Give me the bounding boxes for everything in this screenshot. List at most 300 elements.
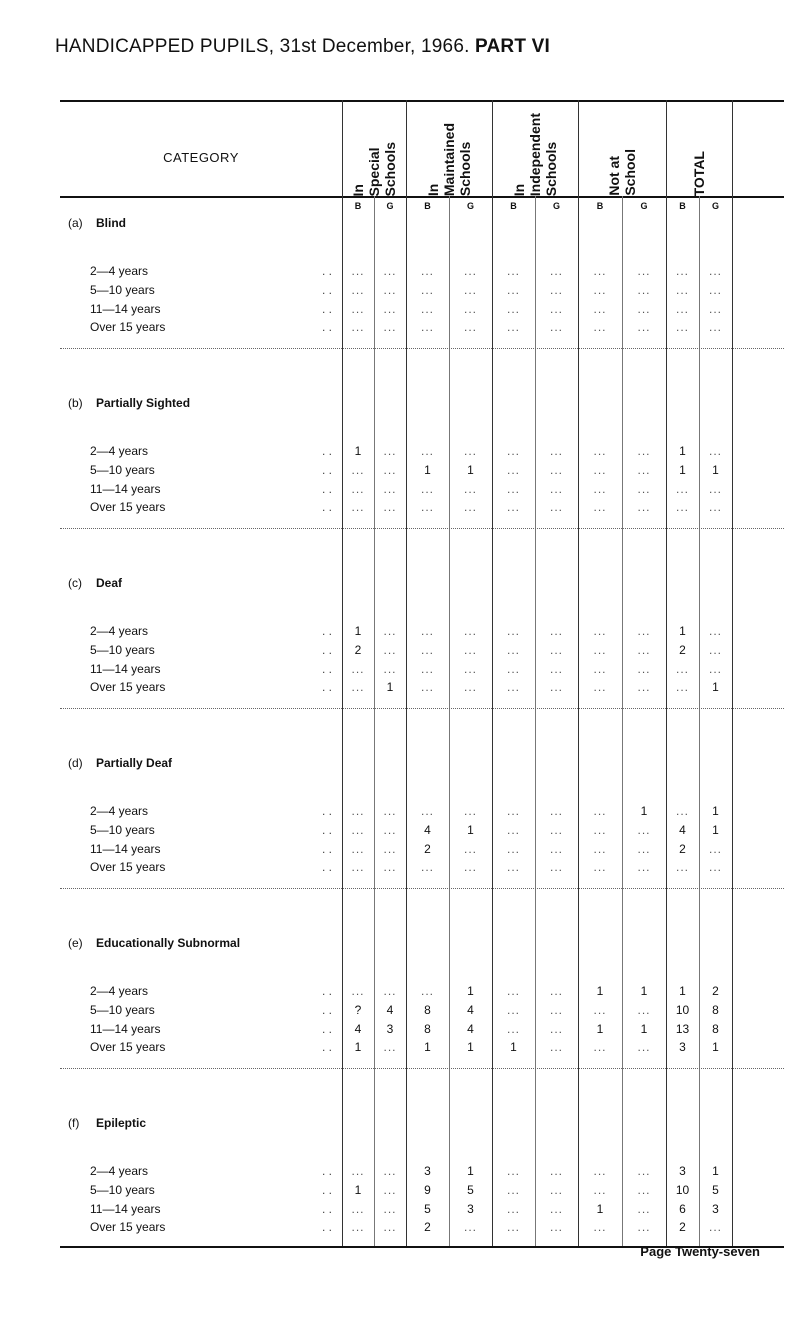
table-cell: ... bbox=[549, 264, 563, 278]
table-cell: ... bbox=[549, 662, 563, 676]
table-cell: ... bbox=[383, 463, 397, 477]
section-name: Blind bbox=[96, 216, 126, 230]
page-title bbox=[55, 36, 550, 58]
table-cell: ... bbox=[463, 662, 477, 676]
table-cell: ... bbox=[420, 444, 434, 458]
table-cell: 3 bbox=[386, 1022, 394, 1036]
row-label: 2—4 years bbox=[90, 804, 149, 818]
table-cell: 1 bbox=[467, 984, 474, 998]
rule-1 bbox=[60, 196, 784, 198]
section-title bbox=[68, 936, 240, 950]
table-cell: ... bbox=[506, 823, 520, 837]
table-cell: ... bbox=[675, 283, 689, 297]
table-cell: ... bbox=[351, 680, 365, 694]
section-title bbox=[68, 1116, 146, 1130]
table-cell: ... bbox=[383, 860, 397, 874]
table-cell: 1 bbox=[679, 984, 686, 998]
table-cell: ... bbox=[675, 680, 689, 694]
table-cell: ... bbox=[549, 500, 563, 514]
table-cell: 3 bbox=[424, 1164, 431, 1178]
table-cell: ... bbox=[549, 1220, 563, 1234]
table-cell: ... bbox=[549, 1164, 563, 1178]
table-cell: 1 bbox=[510, 1040, 517, 1054]
table-cell: ... bbox=[463, 264, 477, 278]
table-cell: 1 bbox=[386, 680, 394, 694]
table-cell: ... bbox=[506, 1220, 520, 1234]
table-cell: ... bbox=[463, 320, 477, 334]
section-title bbox=[68, 576, 122, 590]
table-cell: ... bbox=[593, 1040, 607, 1054]
column-header-label: In Maintained Schools bbox=[425, 122, 473, 196]
title-part: PART VI bbox=[475, 36, 550, 57]
table-cell: ... bbox=[351, 283, 365, 297]
row-label: 11—14 years bbox=[90, 662, 161, 676]
table-cell: 1 bbox=[712, 1040, 719, 1054]
column-header bbox=[342, 100, 406, 196]
table-cell: ... bbox=[549, 1040, 563, 1054]
table-cell: ... bbox=[708, 444, 722, 458]
table-cell: ... bbox=[708, 283, 722, 297]
table-cell: ... bbox=[675, 500, 689, 514]
table-cell: ... bbox=[383, 1040, 397, 1054]
table-cell: 1 bbox=[712, 804, 719, 818]
table-cell: ... bbox=[420, 984, 434, 998]
table-cell: ... bbox=[383, 643, 397, 657]
table-cell: ... bbox=[549, 1003, 563, 1017]
table-cell: 8 bbox=[712, 1022, 719, 1036]
table-cell: ... bbox=[708, 500, 722, 514]
table-cell: 1 bbox=[640, 804, 648, 818]
table-cell: ... bbox=[593, 302, 607, 316]
table-cell: ... bbox=[708, 482, 722, 496]
table-cell: 2 bbox=[712, 984, 719, 998]
table-cell: 1 bbox=[354, 1040, 362, 1054]
section-title bbox=[68, 216, 126, 230]
table-cell: ... bbox=[463, 804, 477, 818]
table-cell: 1 bbox=[467, 823, 474, 837]
table-cell: 4 bbox=[424, 823, 431, 837]
section-title bbox=[68, 756, 172, 770]
section-letter: (a) bbox=[68, 216, 83, 230]
row-label: Over 15 years bbox=[90, 680, 166, 694]
table-cell: 1 bbox=[467, 463, 474, 477]
table-cell: ... bbox=[351, 1164, 365, 1178]
table-cell: ... bbox=[675, 320, 689, 334]
section-letter: (e) bbox=[68, 936, 83, 950]
handicapped-pupils-table bbox=[60, 100, 784, 1248]
table-cell: ... bbox=[637, 283, 651, 297]
table-cell: ... bbox=[383, 624, 397, 638]
table-cell: ... bbox=[593, 842, 607, 856]
sex-subheader: B bbox=[354, 201, 362, 211]
table-cell: 1 bbox=[424, 1040, 431, 1054]
leader-dots: . . bbox=[322, 804, 333, 818]
table-cell: ... bbox=[637, 302, 651, 316]
table-cell: 1 bbox=[596, 1022, 604, 1036]
table-cell: 10 bbox=[675, 1183, 690, 1197]
table-cell: ... bbox=[593, 804, 607, 818]
table-cell: ... bbox=[708, 1220, 722, 1234]
subcolumn-divider bbox=[699, 196, 700, 1246]
leader-dots: . . bbox=[322, 842, 333, 856]
table-cell: ... bbox=[383, 320, 397, 334]
table-cell: ... bbox=[351, 860, 365, 874]
table-cell: ... bbox=[383, 984, 397, 998]
table-cell: ... bbox=[549, 842, 563, 856]
table-cell: ... bbox=[708, 264, 722, 278]
table-cell: ... bbox=[506, 302, 520, 316]
table-cell: 1 bbox=[640, 1022, 648, 1036]
sex-subheader: G bbox=[711, 201, 719, 211]
leader-dots: . . bbox=[322, 320, 333, 334]
table-cell: ... bbox=[506, 842, 520, 856]
leader-dots: . . bbox=[322, 1022, 333, 1036]
row-label: Over 15 years bbox=[90, 860, 166, 874]
section-name: Epileptic bbox=[96, 1116, 147, 1130]
sex-subheader: B bbox=[679, 201, 686, 211]
table-cell: ... bbox=[549, 984, 563, 998]
table-cell: ... bbox=[675, 860, 689, 874]
table-cell: ... bbox=[420, 680, 434, 694]
table-cell: ... bbox=[463, 643, 477, 657]
table-cell: ... bbox=[506, 804, 520, 818]
table-cell: ... bbox=[637, 643, 651, 657]
table-cell: 1 bbox=[712, 463, 719, 477]
table-cell: ... bbox=[463, 482, 477, 496]
section-separator bbox=[60, 888, 784, 889]
leader-dots: . . bbox=[322, 283, 333, 297]
table-cell: 1 bbox=[640, 984, 648, 998]
table-cell: ... bbox=[506, 500, 520, 514]
table-cell: 13 bbox=[675, 1022, 690, 1036]
table-cell: 2 bbox=[679, 842, 686, 856]
table-cell: 1 bbox=[596, 1202, 604, 1216]
leader-dots: . . bbox=[322, 823, 333, 837]
row-label: 5—10 years bbox=[90, 823, 155, 837]
table-cell: ... bbox=[351, 463, 365, 477]
leader-dots: . . bbox=[322, 984, 333, 998]
table-cell: ... bbox=[383, 662, 397, 676]
table-cell: 5 bbox=[712, 1183, 719, 1197]
table-cell: ... bbox=[351, 1202, 365, 1216]
table-cell: ... bbox=[506, 264, 520, 278]
table-cell: ... bbox=[593, 643, 607, 657]
section-name: Deaf bbox=[96, 576, 123, 590]
table-cell: ... bbox=[593, 1003, 607, 1017]
section-separator bbox=[60, 1068, 784, 1069]
table-cell: 1 bbox=[596, 984, 604, 998]
table-cell: ... bbox=[506, 482, 520, 496]
table-cell: ... bbox=[383, 1164, 397, 1178]
sex-subheader: G bbox=[640, 201, 648, 211]
table-cell: ... bbox=[420, 500, 434, 514]
leader-dots: . . bbox=[322, 624, 333, 638]
table-cell: ... bbox=[383, 1220, 397, 1234]
table-cell: ... bbox=[420, 264, 434, 278]
table-cell: ... bbox=[351, 842, 365, 856]
table-cell: ... bbox=[593, 264, 607, 278]
column-header-label: In Independent Schools bbox=[511, 112, 559, 196]
table-cell: ... bbox=[351, 823, 365, 837]
table-cell: ... bbox=[637, 624, 651, 638]
sex-subheader: B bbox=[510, 201, 517, 211]
table-cell: ... bbox=[383, 264, 397, 278]
table-cell: ... bbox=[383, 500, 397, 514]
table-cell: 10 bbox=[675, 1003, 690, 1017]
table-cell: ... bbox=[593, 662, 607, 676]
leader-dots: . . bbox=[322, 1040, 333, 1054]
table-cell: 2 bbox=[679, 643, 686, 657]
subcolumn-divider bbox=[535, 196, 536, 1246]
table-cell: 1 bbox=[467, 1164, 474, 1178]
section-letter: (b) bbox=[68, 396, 83, 410]
table-cell: ... bbox=[637, 860, 651, 874]
sex-subheader: G bbox=[552, 201, 560, 211]
subcolumn-divider bbox=[449, 196, 450, 1246]
table-cell: ... bbox=[637, 500, 651, 514]
table-cell: ... bbox=[351, 1220, 365, 1234]
leader-dots: . . bbox=[322, 463, 333, 477]
table-cell: ... bbox=[708, 662, 722, 676]
table-cell: ... bbox=[351, 264, 365, 278]
row-label: 2—4 years bbox=[90, 1164, 149, 1178]
table-cell: ... bbox=[708, 320, 722, 334]
subcolumn-divider bbox=[374, 196, 375, 1246]
table-cell: ... bbox=[593, 1164, 607, 1178]
table-cell: 4 bbox=[467, 1022, 474, 1036]
table-cell: ... bbox=[351, 320, 365, 334]
table-cell: ... bbox=[463, 680, 477, 694]
table-cell: ... bbox=[708, 643, 722, 657]
table-cell: ... bbox=[549, 860, 563, 874]
section-letter: (d) bbox=[68, 756, 83, 770]
table-cell: ... bbox=[420, 860, 434, 874]
table-cell: ... bbox=[708, 842, 722, 856]
section-name: Partially Sighted bbox=[96, 396, 191, 410]
section-letter: (f) bbox=[68, 1116, 80, 1130]
table-cell: ... bbox=[593, 1220, 607, 1234]
table-cell: ... bbox=[463, 500, 477, 514]
table-cell: ... bbox=[637, 463, 651, 477]
column-header bbox=[578, 100, 666, 196]
table-cell: ... bbox=[549, 1183, 563, 1197]
row-label: 11—14 years bbox=[90, 1202, 161, 1216]
table-cell: ... bbox=[593, 320, 607, 334]
table-cell: ... bbox=[549, 804, 563, 818]
table-cell: ... bbox=[637, 1003, 651, 1017]
table-cell: ... bbox=[593, 860, 607, 874]
table-cell: ... bbox=[637, 482, 651, 496]
table-cell: ... bbox=[675, 264, 689, 278]
table-cell: 1 bbox=[712, 1164, 719, 1178]
table-cell: ... bbox=[383, 444, 397, 458]
table-cell: 1 bbox=[354, 444, 362, 458]
row-label: 2—4 years bbox=[90, 984, 149, 998]
table-cell: ... bbox=[637, 680, 651, 694]
table-cell: ... bbox=[383, 804, 397, 818]
table-cell: ... bbox=[506, 624, 520, 638]
table-cell: ... bbox=[420, 302, 434, 316]
table-cell: ... bbox=[549, 463, 563, 477]
leader-dots: . . bbox=[322, 444, 333, 458]
table-cell: 1 bbox=[712, 680, 719, 694]
table-cell: ... bbox=[593, 823, 607, 837]
table-cell: ... bbox=[351, 500, 365, 514]
table-cell: ... bbox=[383, 1202, 397, 1216]
section-separator bbox=[60, 708, 784, 709]
table-cell: ... bbox=[708, 624, 722, 638]
table-cell: 8 bbox=[424, 1003, 431, 1017]
table-cell: ... bbox=[351, 482, 365, 496]
title-main: HANDICAPPED PUPILS, 31st December, 1966. bbox=[55, 36, 470, 57]
table-cell: ... bbox=[637, 1183, 651, 1197]
table-cell: ... bbox=[675, 662, 689, 676]
table-cell: ... bbox=[549, 1022, 563, 1036]
row-label: 2—4 years bbox=[90, 264, 149, 278]
table-cell: ... bbox=[593, 624, 607, 638]
table-cell: 1 bbox=[679, 444, 686, 458]
table-cell: 1 bbox=[467, 1040, 474, 1054]
table-cell: ... bbox=[593, 1183, 607, 1197]
leader-dots: . . bbox=[322, 662, 333, 676]
row-label: 5—10 years bbox=[90, 463, 155, 477]
table-cell: 9 bbox=[424, 1183, 431, 1197]
table-cell: ... bbox=[549, 320, 563, 334]
table-cell: ... bbox=[383, 482, 397, 496]
leader-dots: . . bbox=[322, 1164, 333, 1178]
table-cell: ... bbox=[549, 643, 563, 657]
row-label: 11—14 years bbox=[90, 482, 161, 496]
table-cell: ... bbox=[549, 444, 563, 458]
table-cell: ... bbox=[593, 482, 607, 496]
table-cell: ... bbox=[351, 662, 365, 676]
table-cell: 4 bbox=[386, 1003, 394, 1017]
table-cell: ... bbox=[351, 302, 365, 316]
table-cell: ... bbox=[637, 842, 651, 856]
table-cell: ... bbox=[637, 1040, 651, 1054]
leader-dots: . . bbox=[322, 1220, 333, 1234]
table-cell: ... bbox=[420, 804, 434, 818]
table-cell: ... bbox=[637, 1220, 651, 1234]
column-header bbox=[406, 100, 492, 196]
column-header bbox=[492, 100, 578, 196]
table-cell: ... bbox=[637, 823, 651, 837]
table-cell: ... bbox=[463, 302, 477, 316]
column-header-label: In Special Schools bbox=[350, 141, 398, 196]
table-cell: ... bbox=[506, 680, 520, 694]
table-cell: ... bbox=[593, 463, 607, 477]
column-divider bbox=[578, 100, 579, 1246]
table-cell: ... bbox=[637, 1202, 651, 1216]
table-cell: 3 bbox=[679, 1040, 686, 1054]
table-cell: ... bbox=[351, 984, 365, 998]
table-cell: 2 bbox=[354, 643, 362, 657]
table-cell: 3 bbox=[467, 1202, 474, 1216]
table-cell: ... bbox=[506, 320, 520, 334]
section-name: Partially Deaf bbox=[96, 756, 173, 770]
table-cell: ... bbox=[675, 804, 689, 818]
table-cell: ... bbox=[463, 842, 477, 856]
table-cell: ... bbox=[506, 1003, 520, 1017]
leader-dots: . . bbox=[322, 1183, 333, 1197]
table-cell: ... bbox=[675, 482, 689, 496]
leader-dots: . . bbox=[322, 500, 333, 514]
table-cell: ... bbox=[506, 1164, 520, 1178]
table-cell: ... bbox=[506, 1183, 520, 1197]
table-cell: ... bbox=[549, 680, 563, 694]
table-cell: 6 bbox=[679, 1202, 686, 1216]
leader-dots: . . bbox=[322, 1202, 333, 1216]
table-cell: 3 bbox=[679, 1164, 686, 1178]
table-cell: ... bbox=[463, 444, 477, 458]
table-cell: ... bbox=[708, 860, 722, 874]
table-cell: 2 bbox=[679, 1220, 686, 1234]
table-cell: ... bbox=[593, 680, 607, 694]
table-cell: 1 bbox=[424, 463, 431, 477]
table-cell: ... bbox=[675, 302, 689, 316]
table-cell: ... bbox=[708, 302, 722, 316]
subcolumn-divider bbox=[622, 196, 623, 1246]
table-cell: ... bbox=[593, 283, 607, 297]
leader-dots: . . bbox=[322, 482, 333, 496]
row-label: 11—14 years bbox=[90, 842, 161, 856]
table-cell: ... bbox=[506, 1202, 520, 1216]
table-cell: 5 bbox=[467, 1183, 474, 1197]
leader-dots: . . bbox=[322, 264, 333, 278]
table-cell: ... bbox=[593, 444, 607, 458]
table-cell: ... bbox=[549, 302, 563, 316]
table-cell: ... bbox=[549, 1202, 563, 1216]
table-cell: 3 bbox=[712, 1202, 719, 1216]
table-cell: ... bbox=[549, 283, 563, 297]
table-cell: ... bbox=[506, 984, 520, 998]
table-cell: 8 bbox=[424, 1022, 431, 1036]
table-cell: ... bbox=[463, 860, 477, 874]
table-cell: ... bbox=[593, 500, 607, 514]
row-label: 2—4 years bbox=[90, 624, 149, 638]
table-cell: 1 bbox=[712, 823, 719, 837]
table-cell: 2 bbox=[424, 1220, 431, 1234]
table-cell: ... bbox=[383, 283, 397, 297]
row-label: 5—10 years bbox=[90, 1183, 155, 1197]
column-header bbox=[666, 100, 732, 196]
column-header-label: TOTAL bbox=[691, 150, 707, 196]
section-title bbox=[68, 396, 190, 410]
table-cell: ... bbox=[420, 624, 434, 638]
category-header: CATEGORY bbox=[163, 150, 239, 165]
row-label: 5—10 years bbox=[90, 1003, 155, 1017]
table-cell: ... bbox=[637, 320, 651, 334]
table-cell: ... bbox=[463, 1220, 477, 1234]
table-cell: ? bbox=[354, 1003, 362, 1017]
table-cell: ... bbox=[383, 842, 397, 856]
section-letter: (c) bbox=[68, 576, 82, 590]
table-cell: ... bbox=[637, 264, 651, 278]
table-cell: ... bbox=[420, 662, 434, 676]
table-cell: ... bbox=[506, 860, 520, 874]
table-cell: 4 bbox=[354, 1022, 362, 1036]
table-cell: ... bbox=[383, 302, 397, 316]
row-label: 11—14 years bbox=[90, 302, 161, 316]
table-cell: ... bbox=[506, 463, 520, 477]
table-cell: ... bbox=[506, 643, 520, 657]
table-cell: ... bbox=[637, 662, 651, 676]
table-cell: ... bbox=[420, 320, 434, 334]
row-label: 5—10 years bbox=[90, 283, 155, 297]
section-name: Educationally Subnormal bbox=[96, 936, 241, 950]
table-cell: 8 bbox=[712, 1003, 719, 1017]
table-cell: 1 bbox=[354, 1183, 362, 1197]
